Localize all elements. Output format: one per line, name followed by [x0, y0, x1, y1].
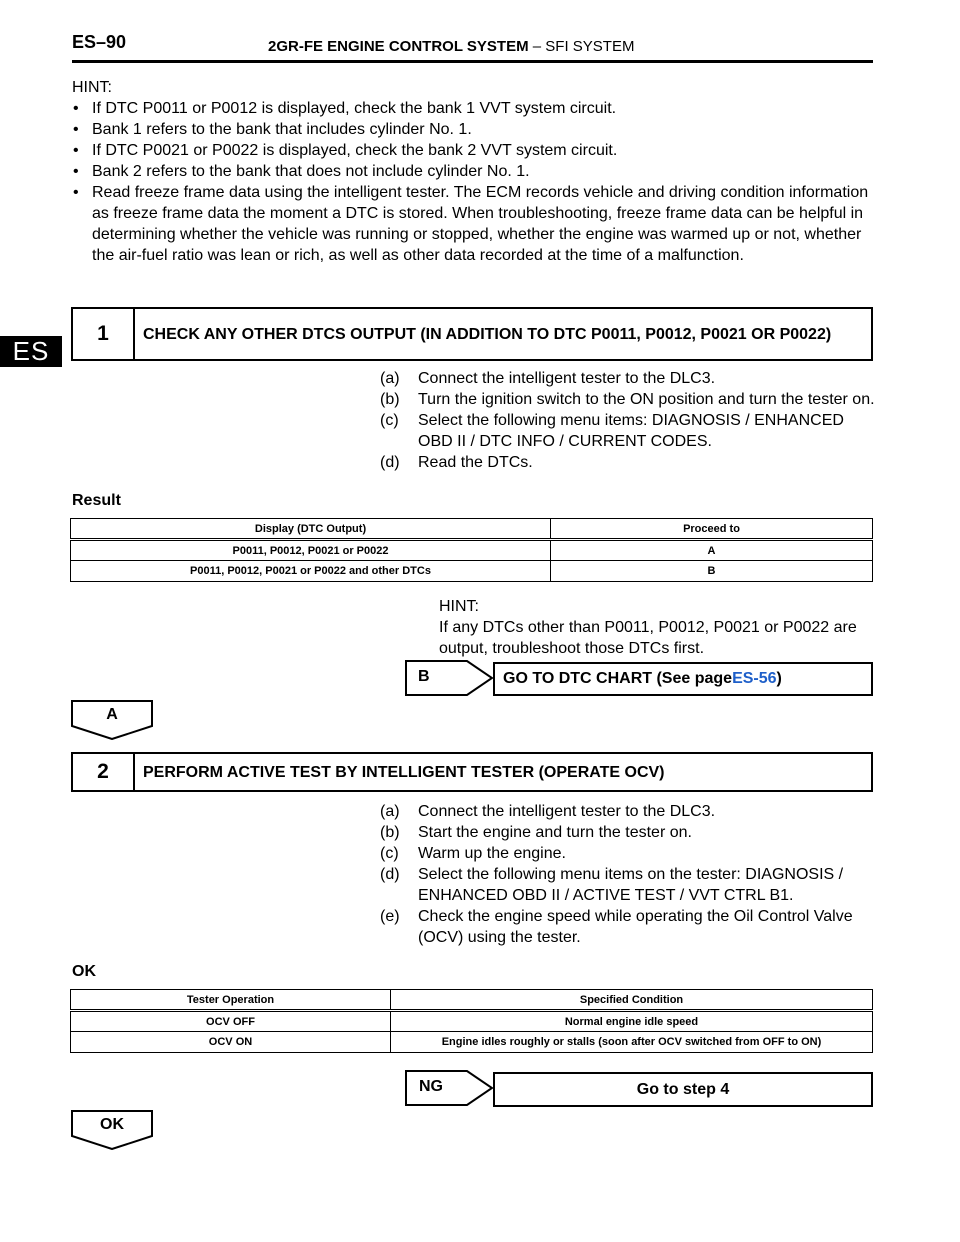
goto-step-4[interactable] — [493, 1072, 873, 1107]
result-table — [70, 518, 873, 582]
procedure-item — [380, 843, 880, 864]
branch-label: B — [418, 668, 430, 685]
procedure-label: (a) — [380, 370, 400, 387]
step-title: PERFORM ACTIVE TEST BY INTELLIGENT TESTER (OPERATE OCV) — [143, 763, 665, 781]
specified-condition-table — [70, 989, 873, 1053]
goto-dtc-chart[interactable] — [493, 662, 873, 696]
step-2-header — [71, 752, 873, 792]
procedure-label: (a) — [380, 803, 400, 820]
step-number: 2 — [73, 754, 135, 790]
table-header-cell: Specified Condition — [391, 990, 873, 1011]
page-title-rest: – SFI SYSTEM — [532, 38, 635, 55]
hint-item: • If DTC P0021 or P0022 is displayed, check the bank 2 VVT system circuit. — [72, 140, 872, 161]
procedure-text: Connect the intelligent tester to the DLC3. — [418, 370, 716, 387]
goto-text: Go to step 4 — [636, 1080, 730, 1098]
branch-label: NG — [419, 1078, 443, 1095]
table-header-cell: Proceed to — [551, 519, 873, 540]
procedure-item — [380, 822, 880, 843]
continue-label: OK — [100, 1116, 124, 1133]
procedure-text: Read the DTCs. — [418, 454, 533, 471]
procedure-label: (d) — [380, 454, 400, 471]
step-2-procedure — [380, 801, 880, 948]
procedure-label: (c) — [380, 845, 399, 862]
table-row — [71, 540, 873, 561]
procedure-text: Connect the intelligent tester to the DLC3. — [418, 803, 716, 820]
step-1-header — [71, 307, 873, 361]
procedure-label: (b) — [380, 391, 400, 408]
procedure-item — [380, 452, 880, 473]
goto-close: ) — [776, 670, 782, 687]
procedure-item — [380, 410, 880, 452]
page-title — [268, 38, 634, 55]
procedure-item — [380, 801, 880, 822]
table-header-row — [71, 519, 873, 540]
table-cell: OCV OFF — [71, 1011, 391, 1032]
procedure-item — [380, 389, 880, 410]
procedure-label: (c) — [380, 412, 399, 429]
table-cell: Engine idles roughly or stalls (soon after OCV switched from OFF to ON) — [391, 1032, 873, 1053]
section-side-tab: ES — [0, 336, 62, 367]
table-cell: A — [551, 540, 873, 561]
header-rule — [72, 60, 873, 63]
procedure-text: Start the engine and turn the tester on. — [418, 824, 692, 841]
table-header-row — [71, 990, 873, 1011]
hint-item: • Read freeze frame data using the intelligent tester. The ECM records vehicle and driving condition information as freeze frame data the moment a DTC is stored. When troubleshooting, freeze frame data can be helpful in determining whether the vehicle was running or stopped, whether the engine was warmed up or not, whether the air-fuel ratio was lean or rich, as well as other data recorded at the time of a malfunction. — [72, 182, 872, 266]
hint-text: If any DTCs other than P0011, P0012, P0021 or P0022 are output, troubleshoot those DTCs first. — [439, 619, 857, 657]
hint-list — [72, 98, 872, 266]
table-cell: B — [551, 561, 873, 582]
procedure-text: Warm up the engine. — [418, 845, 566, 862]
procedure-label: (b) — [380, 824, 400, 841]
table-cell: Normal engine idle speed — [391, 1011, 873, 1032]
procedure-label: (e) — [380, 908, 400, 925]
step-number: 1 — [73, 309, 135, 359]
step-1-hint — [439, 596, 869, 659]
table-header-cell: Display (DTC Output) — [71, 519, 551, 540]
procedure-text: Check the engine speed while operating the Oil Control Valve (OCV) using the tester. — [418, 908, 853, 946]
hint-heading: HINT: — [72, 79, 112, 96]
page-code: ES–90 — [72, 32, 127, 52]
step-1-procedure — [380, 368, 880, 473]
procedure-label: (d) — [380, 866, 400, 883]
step-title: CHECK ANY OTHER DTCS OUTPUT (IN ADDITION TO DTC P0011, P0012, P0021 OR P0022) — [143, 325, 832, 343]
procedure-text: Select the following menu items on the tester: DIAGNOSIS / ENHANCED OBD II / ACTIVE TEST / VVT CTRL B1. — [418, 866, 844, 904]
hint-item: • Bank 2 refers to the bank that does not include cylinder No. 1. — [72, 161, 872, 182]
procedure-item — [380, 864, 880, 906]
table-cell: OCV ON — [71, 1032, 391, 1053]
ok-label: OK — [72, 963, 96, 980]
hint-heading: HINT: — [439, 598, 479, 615]
continue-label: A — [106, 706, 118, 723]
hint-item: • If DTC P0011 or P0012 is displayed, check the bank 1 VVT system circuit. — [72, 98, 872, 119]
goto-text: GO TO DTC CHART (See page — [503, 670, 733, 687]
procedure-item — [380, 368, 880, 389]
hint-item: • Bank 1 refers to the bank that includes cylinder No. 1. — [72, 119, 872, 140]
page-link[interactable]: ES-56 — [732, 670, 777, 687]
table-cell: P0011, P0012, P0021 or P0022 — [71, 540, 551, 561]
hint-block — [72, 77, 872, 266]
table-cell: P0011, P0012, P0021 or P0022 and other DTCs — [71, 561, 551, 582]
table-header-cell: Tester Operation — [71, 990, 391, 1011]
procedure-text: Turn the ignition switch to the ON position and turn the tester on. — [418, 391, 875, 408]
table-row — [71, 561, 873, 582]
page-title-bold: 2GR-FE ENGINE CONTROL SYSTEM — [268, 38, 529, 55]
result-label: Result — [72, 492, 121, 509]
procedure-item — [380, 906, 880, 948]
procedure-text: Select the following menu items: DIAGNOSIS / ENHANCED OBD II / DTC INFO / CURRENT CODES. — [418, 412, 844, 450]
table-row — [71, 1032, 873, 1053]
table-row — [71, 1011, 873, 1032]
